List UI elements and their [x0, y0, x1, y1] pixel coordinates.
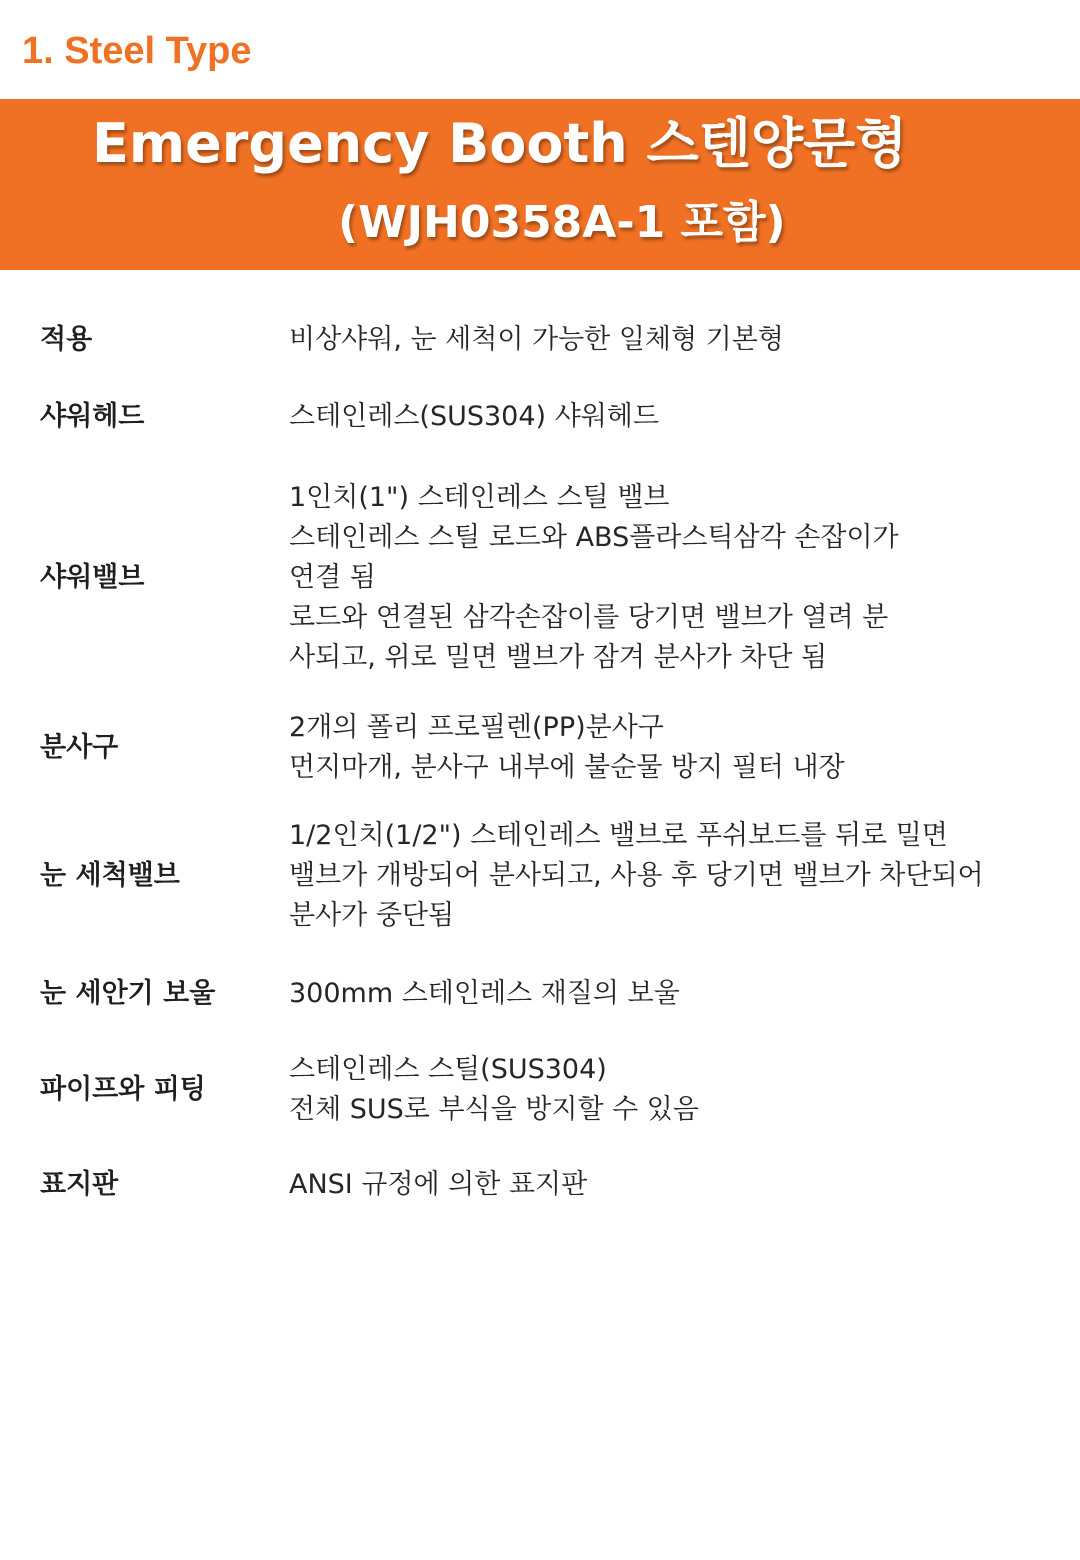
banner-model: (WJH0358A-1 포함) [338, 197, 786, 248]
spec-line: 1인치(1") 스테인레스 스틸 밸브 [289, 482, 670, 513]
spec-label: 표지판 [40, 1169, 119, 1200]
section-title: 1. Steel Type [22, 30, 252, 72]
spec-line: ANSI 규정에 의한 표지판 [289, 1169, 588, 1200]
spec-line: 스테인레스 스틸 로드와 ABS플라스틱삼각 손잡이가 [289, 522, 899, 553]
spec-line: 스테인레스(SUS304) 샤워헤드 [289, 401, 659, 432]
spec-line: 300mm 스테인레스 재질의 보울 [289, 978, 680, 1009]
spec-line: 분사가 중단됨 [289, 900, 455, 931]
spec-label: 적용 [40, 324, 93, 355]
spec-value [289, 478, 1049, 678]
spec-line: 밸브가 개방되어 분사되고, 사용 후 당기면 밸브가 차단되어 [289, 860, 984, 891]
spec-line: 2개의 폴리 프로필렌(PP)분사구 [289, 712, 664, 743]
spec-line: 먼지마개, 분사구 내부에 불순물 방지 필터 내장 [289, 752, 845, 783]
spec-label: 파이프와 피팅 [40, 1074, 206, 1105]
spec-value [289, 397, 1049, 437]
spec-label: 눈 세척밸브 [40, 860, 180, 891]
spec-label: 샤워헤드 [40, 401, 145, 432]
spec-value [289, 974, 1049, 1014]
spec-label: 눈 세안기 보울 [40, 978, 216, 1009]
spec-line: 전체 SUS로 부식을 방지할 수 있음 [289, 1094, 699, 1125]
spec-line: 스테인레스 스틸(SUS304) [289, 1054, 607, 1085]
product-banner [0, 99, 1080, 270]
spec-line: 로드와 연결된 삼각손잡이를 당기면 밸브가 열려 분 [289, 602, 889, 633]
spec-value [289, 708, 1049, 788]
spec-label: 분사구 [40, 732, 119, 763]
spec-value [289, 816, 1049, 936]
spec-line: 1/2인치(1/2") 스테인레스 밸브로 푸쉬보드를 뒤로 밀면 [289, 820, 948, 851]
spec-value [289, 1050, 1049, 1130]
spec-value [289, 320, 1049, 360]
banner-title: Emergency Booth 스텐양문형 [92, 112, 908, 175]
spec-line: 비상샤워, 눈 세척이 가능한 일체형 기본형 [289, 324, 784, 355]
spec-value [289, 1165, 1049, 1205]
spec-line: 연결 됨 [289, 562, 376, 593]
spec-label: 샤워밸브 [40, 562, 145, 593]
spec-line: 사되고, 위로 밀면 밸브가 잠겨 분사가 차단 됨 [289, 642, 828, 673]
